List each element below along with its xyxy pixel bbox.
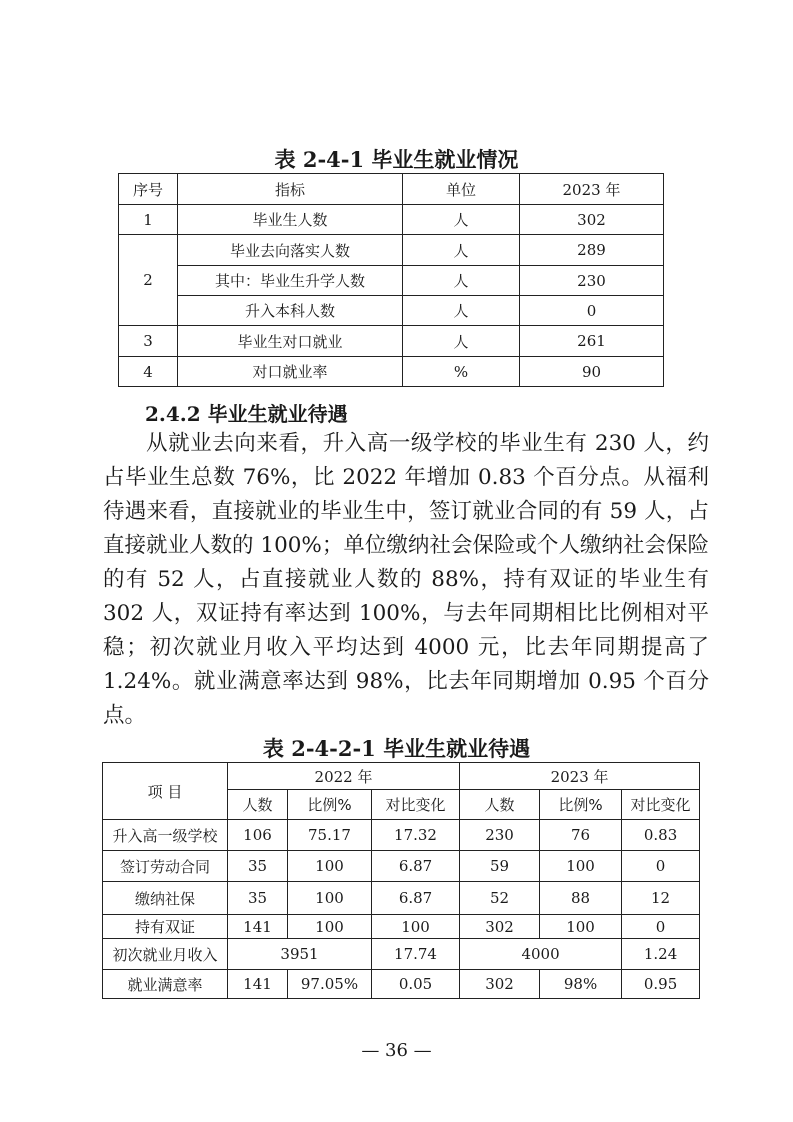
value-cell: 76 (540, 820, 622, 851)
indicator-cell: 毕业生对口就业 (178, 326, 403, 357)
indicator-cell: 毕业生人数 (178, 205, 403, 235)
item-cell: 就业满意率 (103, 970, 228, 999)
table-row (119, 266, 664, 296)
value-cell: 90 (520, 357, 664, 387)
value-cell: 100 (540, 915, 622, 939)
table2-caption: 表 2-4-2-1 毕业生就业待遇 (262, 736, 531, 761)
paragraph-text: 从就业去向来看，升入高一级学校的毕业生有 230 人，约占毕业生总数 76%，比 2022 年增加 0.83 个百分点。从福利待遇来看，直接就业的毕业生中，签订就业合同的有 59 人，占直接就业人数的 100%；单位缴纳社会保险或个人缴纳社会保险的有 52 人，占直接就业人数的 88%，持有双证的毕业生有 302 人，双证持有率达到 100%，与去年同期相比比例相对平稳；初次就业月收入平均达到 4000 元，比去年同期提高了 1.24%。就业满意率达到 98%，比去年同期增加 0.95 个百分点。 (103, 431, 709, 728)
table1-caption: 表 2-4-1 毕业生就业情况 (274, 147, 519, 172)
indicator-cell: 升入本科人数 (178, 296, 403, 326)
table-row (119, 357, 664, 387)
item-cell: 升入高一级学校 (103, 820, 228, 851)
row-number: 2 (119, 235, 178, 326)
sub-header-cell: 比例% (288, 790, 372, 820)
table-row (119, 296, 664, 326)
value-cell: 12 (622, 882, 700, 915)
row-number: 1 (119, 205, 178, 235)
value-cell: 17.32 (372, 820, 460, 851)
header-cell: 单位 (403, 174, 520, 205)
value-cell: 17.74 (372, 939, 460, 970)
value-cell: 0 (622, 851, 700, 882)
value-cell: 261 (520, 326, 664, 357)
row-number: 4 (119, 357, 178, 387)
sub-header-cell: 比例% (540, 790, 622, 820)
unit-cell: 人 (403, 326, 520, 357)
table-row (103, 939, 700, 970)
value-cell: 302 (460, 970, 540, 999)
header-cell: 2023 年 (520, 174, 664, 205)
item-cell: 初次就业月收入 (103, 939, 228, 970)
value-cell: 0.95 (622, 970, 700, 999)
value-cell: 0 (520, 296, 664, 326)
item-header: 项 目 (103, 763, 228, 820)
value-cell: 52 (460, 882, 540, 915)
year-2023-header: 2023 年 (460, 763, 700, 790)
value-cell: 0.83 (622, 820, 700, 851)
treatment-table (102, 762, 700, 999)
value-cell: 59 (460, 851, 540, 882)
table-header-row (119, 174, 664, 205)
body-paragraph (103, 427, 709, 733)
value-cell: 302 (520, 205, 664, 235)
value-cell: 230 (460, 820, 540, 851)
value-cell: 100 (288, 882, 372, 915)
table-row (119, 326, 664, 357)
value-cell: 35 (228, 851, 288, 882)
unit-cell: 人 (403, 205, 520, 235)
unit-cell: 人 (403, 235, 520, 266)
value-cell: 97.05% (288, 970, 372, 999)
value-cell: 75.17 (288, 820, 372, 851)
table-row (103, 851, 700, 882)
sub-header-cell: 人数 (460, 790, 540, 820)
header-cell: 指标 (178, 174, 403, 205)
value-cell: 302 (460, 915, 540, 939)
year-2022-header: 2022 年 (228, 763, 460, 790)
value-cell: 106 (228, 820, 288, 851)
value-cell: 35 (228, 882, 288, 915)
sub-header-cell: 人数 (228, 790, 288, 820)
indicator-cell: 对口就业率 (178, 357, 403, 387)
value-cell: 141 (228, 915, 288, 939)
value-cell: 1.24 (622, 939, 700, 970)
value-cell: 6.87 (372, 882, 460, 915)
sub-header-cell: 对比变化 (622, 790, 700, 820)
table-row (103, 882, 700, 915)
sub-header-cell: 对比变化 (372, 790, 460, 820)
item-cell: 持有双证 (103, 915, 228, 939)
table-row (119, 235, 664, 266)
page-number: — 36 — (361, 1040, 432, 1061)
value-cell: 0.05 (372, 970, 460, 999)
value-cell: 100 (288, 915, 372, 939)
item-cell: 缴纳社保 (103, 882, 228, 915)
header-cell: 序号 (119, 174, 178, 205)
indicator-cell: 其中：毕业生升学人数 (178, 266, 403, 296)
table-row (103, 970, 700, 999)
merged-value-cell: 4000 (460, 939, 622, 970)
row-number: 3 (119, 326, 178, 357)
value-cell: 100 (540, 851, 622, 882)
value-cell: 100 (372, 915, 460, 939)
value-cell: 0 (622, 915, 700, 939)
unit-cell: % (403, 357, 520, 387)
value-cell: 98% (540, 970, 622, 999)
value-cell: 289 (520, 235, 664, 266)
unit-cell: 人 (403, 266, 520, 296)
value-cell: 100 (288, 851, 372, 882)
value-cell: 88 (540, 882, 622, 915)
indicator-cell: 毕业去向落实人数 (178, 235, 403, 266)
value-cell: 6.87 (372, 851, 460, 882)
table-row (103, 820, 700, 851)
item-cell: 签订劳动合同 (103, 851, 228, 882)
value-cell: 141 (228, 970, 288, 999)
unit-cell: 人 (403, 296, 520, 326)
table-row (119, 205, 664, 235)
value-cell: 230 (520, 266, 664, 296)
table-row (103, 915, 700, 939)
section-heading: 2.4.2 毕业生就业待遇 (145, 402, 348, 426)
year-header-row (103, 763, 700, 790)
merged-value-cell: 3951 (228, 939, 372, 970)
employment-table (118, 173, 664, 387)
